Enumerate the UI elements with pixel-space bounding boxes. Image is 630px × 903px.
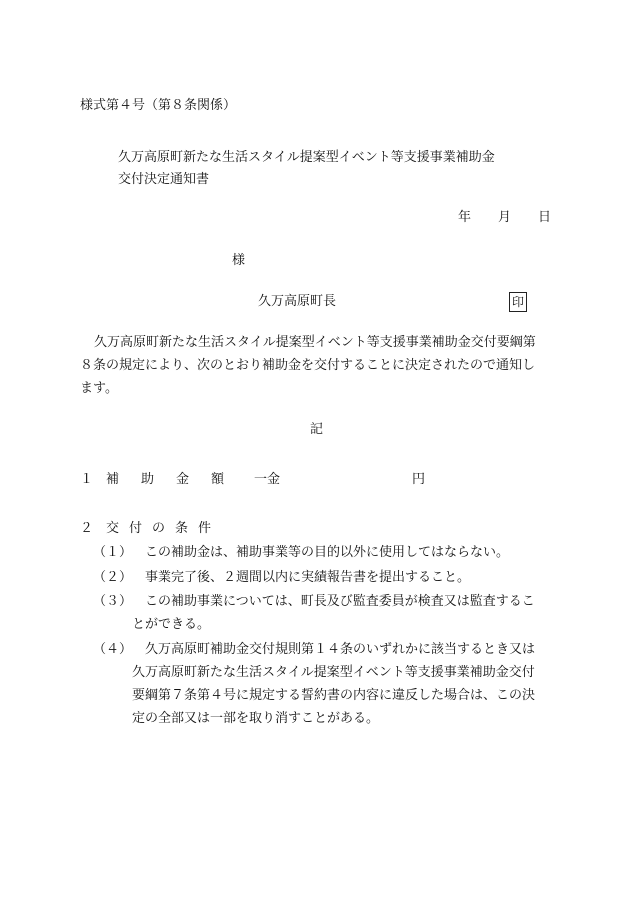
condition-3-number: （３） [93, 594, 133, 609]
item-1-unit: 円 [412, 472, 426, 487]
item-1-number: １ [80, 472, 94, 487]
seal-text: 印 [509, 292, 527, 312]
condition-2-line-1: 事業完了後、２週間以内に実績報告書を提出すること。 [145, 570, 471, 585]
condition-4-number: （４） [93, 642, 133, 657]
body-line-1: 久万高原町新たな生活スタイル提案型イベント等支援事業補助金交付要綱第 [94, 335, 536, 350]
condition-3-line-2: とができる。 [132, 617, 211, 632]
item-2-number: ２ [80, 521, 94, 536]
item-2-label: 交付の条件 [106, 521, 222, 536]
condition-2-number: （２） [93, 570, 133, 585]
condition-3-line-1: この補助事業については、町長及び監査委員が検査又は監査するこ [145, 594, 535, 609]
body-line-3: ます。 [80, 381, 118, 396]
body-line-2: ８条の規定により、次のとおり補助金を交付することに決定されたので通知し [80, 358, 536, 373]
form-number: 様式第４号（第８条関係） [80, 98, 237, 113]
ki-heading: 記 [310, 422, 324, 437]
recipient-suffix: 様 [232, 253, 246, 268]
condition-4-line-1: 久万高原町補助金交付規則第１４条のいずれかに該当するとき又は [145, 642, 536, 657]
condition-4-line-3: 要綱第７条第４号に規定する誓約書の内容に違反した場合は、この決 [132, 688, 536, 703]
title-line-2: 交付決定通知書 [118, 172, 210, 187]
title-line-1: 久万高原町新たな生活スタイル提案型イベント等支援事業補助金 [118, 150, 495, 165]
issuer-name: 久万高原町長 [258, 294, 337, 309]
date-month: 月 [498, 210, 512, 225]
date-year: 年 [458, 210, 472, 225]
condition-4-line-4: 定の全部又は一部を取り消すことがある。 [132, 711, 380, 726]
date-day: 日 [538, 210, 552, 225]
condition-4-line-2: 久万高原町新たな生活スタイル提案型イベント等支援事業補助金交付 [132, 665, 535, 680]
item-1-prefix: 一金 [254, 472, 281, 487]
seal-mark [509, 292, 527, 313]
item-1-label: 補助金額 [106, 472, 247, 487]
condition-1-line-1: この補助金は、補助事業等の目的以外に使用してはならない。 [145, 545, 510, 560]
condition-1-number: （１） [93, 545, 133, 560]
